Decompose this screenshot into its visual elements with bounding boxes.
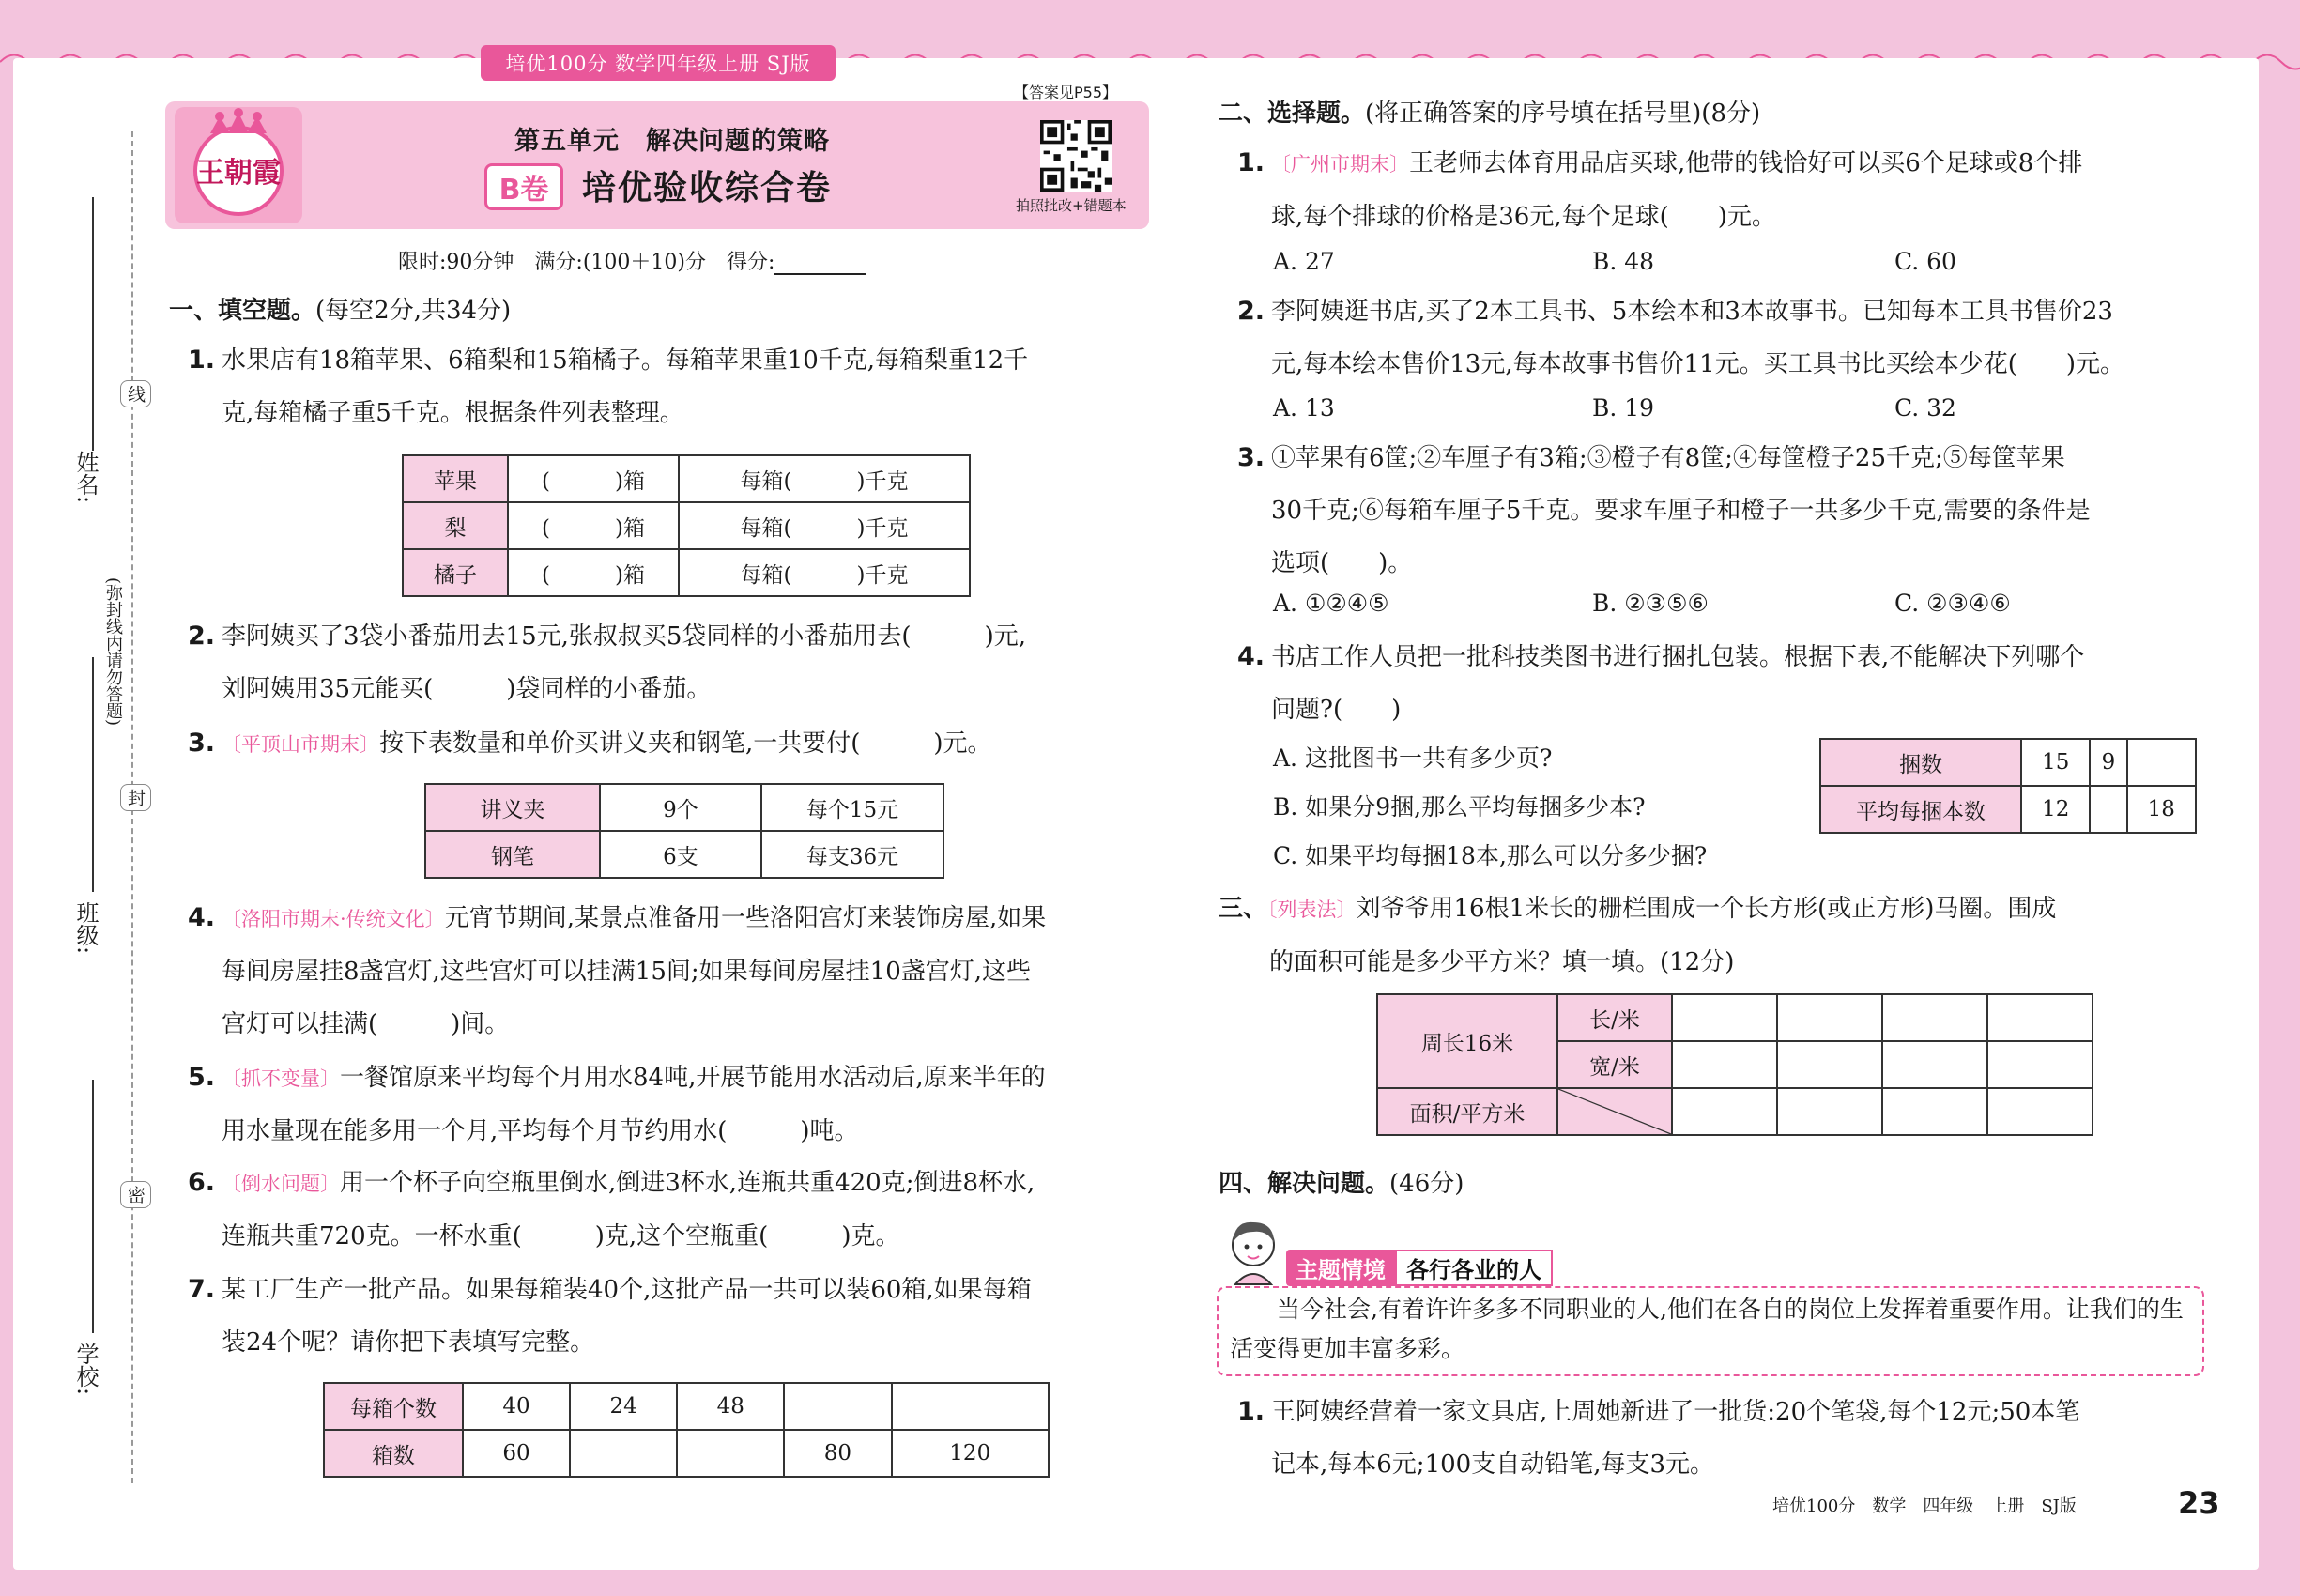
q-number: 2. [188,622,216,651]
table-cell: 橘子 [403,549,508,596]
seal-note: (弥封线内请勿答题) [103,577,123,727]
q-text: 王老师去体育用品店买球,他带的钱恰好可以买6个足球或8个排 [1409,149,2083,177]
question-1-3 [188,717,992,771]
table-cell: 每箱( )千克 [679,549,970,596]
q-text: ①苹果有6筐;②车厘子有3箱;③橙子有8筐;④每筐橙子25千克;⑤每筐苹果 [1271,444,2065,472]
table-cell [892,1383,1050,1430]
choice-1-b[interactable]: B. 48 [1592,248,1655,275]
question-1-7 [188,1264,1032,1369]
logo [173,105,304,225]
table-cell: 每箱个数 [324,1383,463,1430]
table-cell-empty[interactable] [1672,1041,1777,1088]
table-cell: 9个 [600,784,761,831]
source-tag: 〔平顶山市期末〕 [222,733,379,756]
table-cell-empty[interactable] [1987,994,2093,1041]
q-text: 选项( )。 [1271,549,1413,577]
question-1-5 [188,1051,1046,1158]
seal-seal-char: 封 [120,784,151,811]
girl-avatar-icon [1220,1215,1286,1286]
table-cell: 每个15元 [761,784,943,831]
table-cell: 捆数 [1820,739,2021,786]
table-cell: 梨 [403,502,508,549]
table-cell: 6支 [600,831,761,878]
q-text: 王阿姨经营着一家文具店,上周她新进了一批货:20个笔袋,每个12元;50本笔 [1271,1398,2080,1426]
footer-text: 培优100分 数学 四年级 上册 SJ版 [1772,1496,2077,1516]
paper-title: 培优验收综合卷 [582,169,833,207]
boxes-table [323,1382,1050,1478]
q-text: 球,每个排球的价格是36元,每个足球( )元。 [1271,203,1776,231]
section-1-title: 一、填空题。 [169,297,316,325]
theme-label: 主题情境 [1286,1250,1395,1286]
table-cell: 9 [2090,739,2126,786]
q-text: 水果店有18箱苹果、6箱梨和15箱橘子。每箱苹果重10千克,每箱梨重12千 [222,346,1029,375]
exam-meta [398,246,866,275]
table-cell-empty[interactable] [1777,1041,1882,1088]
school-underline [92,1080,94,1333]
q-text: 元宵节期间,某景点准备用一些洛阳宫灯来装饰房屋,如果 [444,904,1047,932]
q-text: 宫灯可以挂满( )间。 [222,1010,510,1038]
table-cell: 120 [892,1430,1050,1477]
table-cell-empty[interactable] [1987,1088,2093,1135]
q-text: 刘爷爷用16根1米长的栅栏围成一个长方形(或正方形)马圈。围成 [1356,895,2057,923]
seal-line-char: 线 [120,380,151,407]
theme-text: 当今社会,有着许许多多不同职业的人,他们在各自的岗位上发挥着重要作用。让我们的生活变得更加丰富多彩。 [1230,1296,2184,1362]
table-cell: 18 [2127,786,2196,833]
section-3-heading [1219,882,2056,989]
table-cell: 平均每捆本数 [1820,786,2021,833]
name-underline [92,197,94,451]
fruit-table [402,454,971,597]
choice-1-c[interactable]: C. 60 [1894,248,1956,275]
name-label: 姓名: [72,451,99,504]
source-tag: 〔广州市期末〕 [1271,153,1409,176]
q-number: 1. [188,345,216,375]
table-cell: 长/米 [1557,994,1672,1041]
table-cell [570,1430,677,1477]
choice-2 [1237,285,2124,391]
choice-2-c[interactable]: C. 32 [1894,394,1956,422]
table-cell [2127,739,2196,786]
q-text: 书店工作人员把一批科技类图书进行捆扎包装。根据下表,不能解决下列哪个 [1271,643,2085,671]
table-cell: 80 [784,1430,891,1477]
school-label: 学校: [72,1343,99,1396]
table-cell-empty[interactable] [1882,1088,1987,1135]
table-cell: 12 [2021,786,2090,833]
source-tag: 〔倒水问题〕 [222,1173,340,1195]
question-1-1 [188,334,1028,439]
section-3-title: 三、 [1219,895,1268,923]
q-number: 7. [188,1275,216,1304]
q-text: 用水量现在能多用一个月,平均每个月节约用水( )吨。 [222,1117,859,1145]
problem-4-1 [1237,1386,2079,1491]
section-2-title: 二、选择题。 [1219,100,1366,128]
section-4-heading [1219,1164,1464,1199]
theme-bar [1286,1249,1553,1286]
choice-1-a[interactable]: A. 27 [1273,248,1335,275]
class-underline [92,657,94,892]
logo-text: 王朝霞 [196,157,281,190]
table-cell: 苹果 [403,455,508,502]
choice-4-c[interactable]: C. 如果平均每捆18本,那么可以分多少捆? [1273,842,1708,869]
table-cell [784,1383,891,1430]
q-text: 问题?( ) [1271,696,1402,724]
q-text: 用一个杯子向空瓶里倒水,倒进3杯水,连瓶共重420克;倒进8杯水, [340,1169,1035,1197]
source-tag: 〔抓不变量〕 [222,1067,340,1090]
table-cell: 钢笔 [425,831,600,878]
question-1-6 [188,1157,1035,1263]
table-cell: 周长16米 [1377,994,1557,1088]
table-cell [2090,786,2126,833]
qr-caption: 拍照批改+错题本 [1016,197,1127,214]
score-blank[interactable] [774,254,866,275]
q-text: 记本,每本6元;100支自动铅笔,每支3元。 [1271,1450,1714,1479]
q-number: 4. [188,903,216,932]
table-cell: 箱数 [324,1430,463,1477]
q-text: 的面积可能是多少平方米？填一填。(12分) [1269,948,1735,976]
class-label: 班级: [72,901,99,955]
diagonal-cell [1557,1088,1672,1135]
table-cell: 40 [463,1383,570,1430]
source-tag: 〔列表法〕 [1267,898,1357,921]
table-cell: 每支36元 [761,831,943,878]
table-cell: 每箱( )千克 [679,502,970,549]
q-number: 1. [1237,1397,1265,1426]
source-tag: 〔洛阳市期末·传统文化〕 [222,908,445,930]
perimeter-table [1376,993,2093,1136]
q-text: 一餐馆原来平均每个月用水84吨,开展节能用水活动后,原来半年的 [340,1064,1046,1092]
diagonal-line [1558,1089,1671,1134]
q-text: 连瓶共重720克。一杯水重( )克,这个空瓶重( )克。 [222,1222,900,1251]
choice-4-b[interactable]: B. 如果分9捆,那么平均每捆多少本? [1273,793,1646,821]
seal-tight-char: 密 [120,1181,151,1208]
exam-meta-text: 限时:90分钟 满分:(100＋10)分 得分: [398,251,775,274]
section-1-note: (每空2分,共34分) [315,297,512,325]
q-text: 30千克;⑥每箱车厘子5千克。要求车厘子和橙子一共多少千克,需要的条件是 [1271,497,2091,525]
q-number: 3. [1237,443,1265,472]
table-cell: 15 [2021,739,2090,786]
table-cell-empty[interactable] [1882,1041,1987,1088]
choice-1 [1237,137,2082,243]
table-cell: 60 [463,1430,570,1477]
q-text: 某工厂生产一批产品。如果每箱装40个,这批产品一共可以装60箱,如果每箱 [222,1276,1032,1304]
q-text: 装24个呢？请你把下表填写完整。 [222,1328,595,1357]
q-text: 按下表数量和单价买讲义夹和钢笔,一共要付( )元。 [379,729,992,758]
choice-2-a[interactable]: A. 13 [1273,394,1335,422]
q-number: 4. [1237,642,1265,671]
q-number: 5. [188,1063,216,1092]
table-cell: 面积/平方米 [1377,1088,1557,1135]
q-number: 2. [1237,297,1265,326]
table-cell: 48 [677,1383,784,1430]
q-text: 克,每箱橘子重5千克。根据条件列表整理。 [222,399,684,427]
table-cell: 每箱( )千克 [679,455,970,502]
table-cell: 24 [570,1383,677,1430]
table-cell: ( )箱 [508,549,679,596]
table-cell: 宽/米 [1557,1041,1672,1088]
table-cell: 讲义夹 [425,784,600,831]
price-table [424,783,944,879]
table-cell-empty[interactable] [1987,1041,2093,1088]
q-text: 元,每本绘本售价13元,每本故事书售价11元。买工具书比买绘本少花( )元。 [1271,350,2124,378]
table-cell-empty[interactable] [1672,994,1777,1041]
choice-3-a[interactable]: A. ①②④⑤ [1273,590,1389,617]
table-cell: ( )箱 [508,455,679,502]
q-text: 每间房屋挂8盏宫灯,这些宫灯可以挂满15间;如果每间房屋挂10盏宫灯,这些 [222,958,1031,986]
theme-name: 各行各业的人 [1395,1250,1553,1286]
choice-3-c[interactable]: C. ②③④⑥ [1894,590,2011,617]
table-cell-empty[interactable] [1777,1088,1882,1135]
table-cell-empty[interactable] [1777,994,1882,1041]
choice-4-a[interactable]: A. 这批图书一共有多少页? [1273,744,1553,772]
question-1-4 [188,892,1046,1051]
q-text: 李阿姨买了3袋小番茄用去15元,张叔叔买5袋同样的小番茄用去( )元, [222,622,1026,651]
table-cell-empty[interactable] [1882,994,1987,1041]
section-2-heading [1219,94,1760,129]
table-cell-empty[interactable] [1672,1088,1777,1135]
choice-3 [1237,432,2091,590]
table-cell [677,1430,784,1477]
unit-title: 第五单元 解决问题的策略 [514,127,830,156]
q-number: 1. [1237,148,1265,177]
q-number: 3. [188,729,216,758]
choice-3-b[interactable]: B. ②③⑤⑥ [1592,590,1709,617]
q-number: 6. [188,1168,216,1197]
section-2-note: (将正确答案的序号填在括号里)(8分) [1365,100,1761,128]
choice-2-b[interactable]: B. 19 [1592,394,1655,422]
section-4-title: 四、解决问题。 [1219,1170,1390,1198]
page-number: 23 [2178,1485,2220,1521]
qr-code-icon[interactable] [1040,120,1112,192]
top-banner: 培优100分 数学四年级上册 SJ版 [481,45,836,81]
q-text: 李阿姨逛书店,买了2本工具书、5本绘本和3本故事书。已知每本工具书售价23 [1271,298,2113,326]
question-1-2 [188,610,1026,715]
choice-4 [1237,631,2084,736]
table-cell: ( )箱 [508,502,679,549]
section-4-note: (46分) [1389,1170,1464,1198]
bundle-table [1819,738,2197,834]
answer-reference: 【答案见P55】 [1014,84,1118,101]
q-text: 刘阿姨用35元能买( )袋同样的小番茄。 [222,675,712,703]
section-1-heading [169,291,511,326]
paper-badge: B卷 [484,163,563,210]
